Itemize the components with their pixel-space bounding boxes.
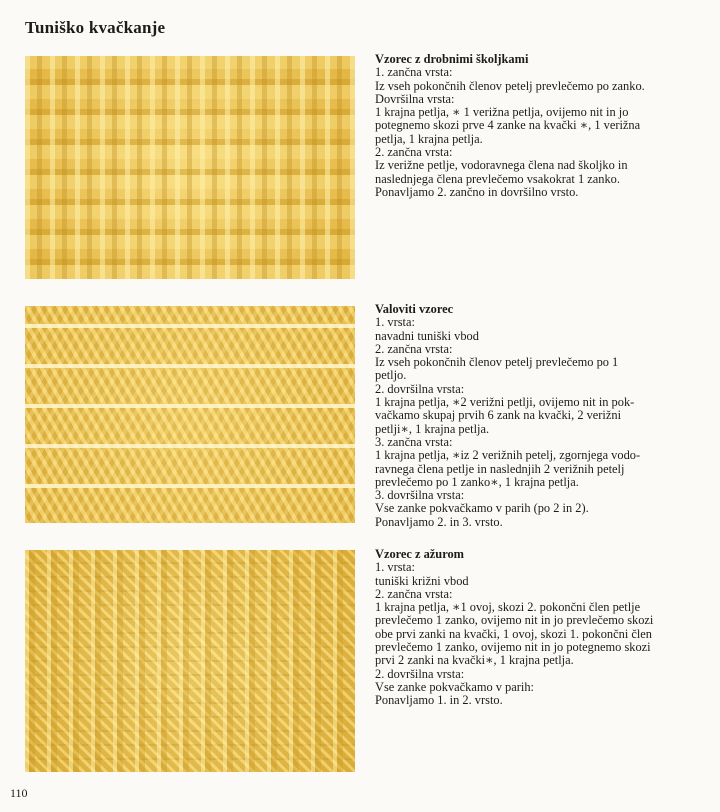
instruction-line: 1 krajna petlja, ∗ 1 verižna petlja, ovijemo nit in jo: [375, 105, 629, 120]
instruction-line: potegnemo skozi prve 4 zanke na kvački ∗, 1 verižna: [375, 118, 641, 133]
instruction-line: Ponavljamo 1. in 2. vrsto.: [375, 693, 503, 708]
pattern-block-shells: [375, 53, 705, 199]
pattern-block-waves: [375, 303, 705, 529]
instruction-line: petlja, 1 krajna petlja.: [375, 131, 483, 146]
shell-stitch-swatch-photo: [25, 56, 355, 279]
instruction-line: 1. vrsta:: [375, 315, 415, 330]
instruction-line: prevlečemo 1 zanko, ovijemo nit in jo potegnemo skozi: [375, 640, 651, 655]
instruction-line: vačkamo skupaj prvih 6 zank na kvački, 2 verižni: [375, 408, 622, 423]
instruction-line: 1. zančna vrsta:: [375, 65, 453, 80]
instruction-line: ravnega člena petlje in naslednjih 2 verižnih petelj: [375, 461, 625, 476]
wave-stitch-swatch-photo: [25, 306, 355, 523]
instruction-line: petljo.: [375, 368, 407, 383]
instruction-line: Iz verižne petlje, vodoravnega člena nad školjko in: [375, 158, 628, 173]
pattern-heading: Vzorec z ažurom: [375, 547, 464, 561]
instruction-line: 3. dovršilna vrsta:: [375, 488, 465, 503]
instruction-line: 3. zančna vrsta:: [375, 434, 453, 449]
instruction-line: Ponavljamo 2. in 3. vrsto.: [375, 514, 503, 529]
instruction-line: prvi 2 zanki na kvački∗, 1 krajna petlja.: [375, 653, 574, 668]
instruction-line: Ponavljamo 2. zančno in dovršilno vrsto.: [375, 184, 579, 199]
instruction-line: naslednjega člena prevlečemo vsakokrat 1 zanko.: [375, 171, 620, 186]
pattern-heading: Valoviti vzorec: [375, 302, 454, 316]
instruction-line: petlji∗, 1 krajna petlja.: [375, 421, 490, 436]
instruction-line: Vse zanke pokvačkamo v parih (po 2 in 2).: [375, 501, 589, 516]
instruction-line: tuniški križni vbod: [375, 573, 469, 588]
instruction-line: 2. zančna vrsta:: [375, 145, 453, 160]
instruction-line: Iz vseh pokončnih členov petelj prevlečemo po 1: [375, 355, 619, 370]
instruction-line: Iz vseh pokončnih členov petelj prevlečemo po zanko.: [375, 78, 645, 93]
instruction-line: prevlečemo 1 zanko, ovijemo nit in jo prevlečemo skozi: [375, 613, 654, 628]
instruction-line: 1 krajna petlja, ∗2 verižni petlji, ovijemo nit in pok-: [375, 395, 635, 410]
instruction-line: 1 krajna petlja, ∗iz 2 verižnih petelj, zgornjega vodo-: [375, 448, 641, 463]
instruction-line: 2. dovršilna vrsta:: [375, 381, 465, 396]
instruction-line: navadni tuniški vbod: [375, 328, 479, 343]
instruction-line: Vse zanke pokvačkamo v parih:: [375, 679, 534, 694]
page-number: 110: [10, 786, 28, 800]
instruction-line: 1. vrsta:: [375, 560, 415, 575]
instruction-line: 1 krajna petlja, ∗1 ovoj, skozi 2. pokončni člen petlje: [375, 600, 641, 615]
instruction-line: 2. zančna vrsta:: [375, 341, 453, 356]
instruction-line: Dovršilna vrsta:: [375, 91, 455, 106]
openwork-stitch-swatch-photo: [25, 550, 355, 772]
pattern-heading: Vzorec z drobnimi školjkami: [375, 52, 529, 66]
instruction-line: 2. zančna vrsta:: [375, 586, 453, 601]
instruction-line: obe prvi zanki na kvački, 1 ovoj, skozi 1. pokončni člen: [375, 626, 652, 641]
instruction-line: 2. dovršilna vrsta:: [375, 666, 465, 681]
pattern-block-openwork: [375, 548, 705, 708]
page-title: Tuniško kvačkanje: [25, 18, 166, 37]
instruction-line: prevlečemo po 1 zanko∗, 1 krajna petlja.: [375, 474, 579, 489]
